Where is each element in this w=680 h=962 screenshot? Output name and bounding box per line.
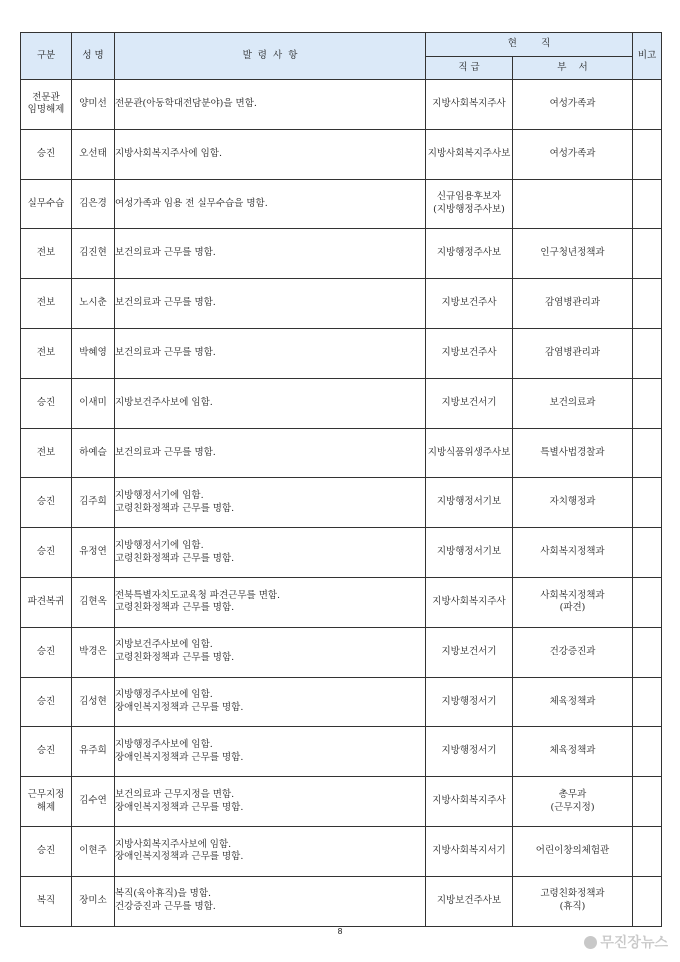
cell-name: 노시춘: [72, 279, 115, 329]
cell-type: 승진: [21, 826, 72, 876]
cell-note: [633, 876, 662, 926]
cell-dept: 건강증진과: [513, 627, 633, 677]
personnel-order-table: [20, 32, 662, 927]
cell-name: 김수연: [72, 777, 115, 827]
cell-order: 지방행정서기에 임함. 고령친화정책과 근무를 명함.: [115, 478, 426, 528]
cell-order: 보건의료과 근무를 명함.: [115, 328, 426, 378]
table-body: [21, 80, 662, 927]
cell-dept: 감염병관리과: [513, 328, 633, 378]
cell-note: [633, 528, 662, 578]
table-header: [21, 33, 662, 80]
cell-name: 박경은: [72, 627, 115, 677]
header-current: 현 직: [426, 33, 633, 57]
cell-rank: 지방행정서기: [426, 727, 513, 777]
cell-rank: 지방식품위생주사보: [426, 428, 513, 478]
cell-type: 전문관 임명해제: [21, 80, 72, 130]
table-row: [21, 577, 662, 627]
cell-rank: 지방사회복지서기: [426, 826, 513, 876]
cell-name: 장미소: [72, 876, 115, 926]
cell-type: 실무수습: [21, 179, 72, 229]
cell-rank: 지방사회복지주사: [426, 777, 513, 827]
header-order: 발 령 사 항: [115, 33, 426, 80]
table-row: [21, 777, 662, 827]
cell-name: 하예슬: [72, 428, 115, 478]
cell-order: 보건의료과 근무를 명함.: [115, 428, 426, 478]
cell-type: 전보: [21, 328, 72, 378]
cell-rank: 지방행정주사보: [426, 229, 513, 279]
cell-order: 보건의료과 근무지정을 면함. 장애인복지정책과 근무를 명함.: [115, 777, 426, 827]
cell-note: [633, 577, 662, 627]
table-row: [21, 428, 662, 478]
cell-name: 유주희: [72, 727, 115, 777]
cell-note: [633, 179, 662, 229]
cell-order: 지방사회복지주사보에 임함. 장애인복지정책과 근무를 명함.: [115, 826, 426, 876]
cell-type: 전보: [21, 428, 72, 478]
cell-dept: 여성가족과: [513, 80, 633, 130]
cell-type: 승진: [21, 677, 72, 727]
cell-note: [633, 826, 662, 876]
cell-rank: 지방보건서기: [426, 378, 513, 428]
cell-type: 파견복귀: [21, 577, 72, 627]
table-row: [21, 727, 662, 777]
watermark-logo-icon: [584, 936, 597, 949]
cell-note: [633, 627, 662, 677]
cell-order: 지방행정서기에 임함. 고령친화정책과 근무를 명함.: [115, 528, 426, 578]
cell-type: 승진: [21, 129, 72, 179]
cell-dept: 사회복지정책과: [513, 528, 633, 578]
cell-note: [633, 129, 662, 179]
table-row: [21, 80, 662, 130]
cell-dept: 여성가족과: [513, 129, 633, 179]
cell-name: 김주희: [72, 478, 115, 528]
cell-order: 보건의료과 근무를 명함.: [115, 229, 426, 279]
cell-dept: 특별사법경찰과: [513, 428, 633, 478]
cell-note: [633, 777, 662, 827]
cell-dept: 고령친화정책과 (휴직): [513, 876, 633, 926]
cell-rank: 지방행정서기: [426, 677, 513, 727]
cell-note: [633, 478, 662, 528]
cell-name: 유정연: [72, 528, 115, 578]
cell-rank: 지방사회복지주사: [426, 80, 513, 130]
cell-name: 오선태: [72, 129, 115, 179]
cell-rank: 지방사회복지주사보: [426, 129, 513, 179]
cell-name: 양미선: [72, 80, 115, 130]
cell-note: [633, 677, 662, 727]
cell-rank: 지방보건서기: [426, 627, 513, 677]
cell-name: 김현옥: [72, 577, 115, 627]
cell-rank: 지방행정서기보: [426, 478, 513, 528]
cell-note: [633, 727, 662, 777]
cell-note: [633, 229, 662, 279]
cell-type: 승진: [21, 528, 72, 578]
table-row: [21, 677, 662, 727]
cell-dept: [513, 179, 633, 229]
table-row: [21, 129, 662, 179]
table-row: [21, 229, 662, 279]
header-dept: 부 서: [513, 57, 633, 80]
cell-dept: 체육정책과: [513, 677, 633, 727]
cell-dept: 체육정책과: [513, 727, 633, 777]
cell-order: 전문관(아동학대전담분야)을 면함.: [115, 80, 426, 130]
page-number: 8: [337, 927, 343, 936]
cell-dept: 자치행정과: [513, 478, 633, 528]
cell-order: 지방보건주사보에 임함.: [115, 378, 426, 428]
cell-type: 승진: [21, 378, 72, 428]
watermark: [584, 932, 668, 952]
cell-name: 김성현: [72, 677, 115, 727]
header-note: 비고: [633, 33, 662, 80]
cell-order: 지방행정주사보에 임함. 장애인복지정책과 근무를 명함.: [115, 727, 426, 777]
cell-dept: 보건의료과: [513, 378, 633, 428]
header-rank: 직 급: [426, 57, 513, 80]
cell-type: 근무지정 해제: [21, 777, 72, 827]
header-name: 성 명: [72, 33, 115, 80]
cell-rank: 지방사회복지주사: [426, 577, 513, 627]
cell-type: 승진: [21, 627, 72, 677]
table-row: [21, 876, 662, 926]
table-row: [21, 528, 662, 578]
cell-type: 전보: [21, 279, 72, 329]
cell-order: 복직(육아휴직)을 명함. 건강증진과 근무를 명함.: [115, 876, 426, 926]
table-row: [21, 478, 662, 528]
cell-name: 박혜영: [72, 328, 115, 378]
table-row: [21, 378, 662, 428]
cell-order: 보건의료과 근무를 명함.: [115, 279, 426, 329]
cell-note: [633, 80, 662, 130]
cell-order: 전북특별자치도교육청 파견근무를 면함. 고령친화정책과 근무를 명함.: [115, 577, 426, 627]
cell-type: 승진: [21, 478, 72, 528]
cell-rank: 지방행정서기보: [426, 528, 513, 578]
cell-name: 김은경: [72, 179, 115, 229]
table-row: [21, 627, 662, 677]
cell-note: [633, 378, 662, 428]
cell-order: 여성가족과 임용 전 실무수습을 명함.: [115, 179, 426, 229]
cell-dept: 어린이창의체험관: [513, 826, 633, 876]
cell-rank: 지방보건주사보: [426, 876, 513, 926]
cell-order: 지방사회복지주사에 임함.: [115, 129, 426, 179]
cell-note: [633, 428, 662, 478]
cell-name: 이새미: [72, 378, 115, 428]
watermark-text: 무진장뉴스: [600, 935, 668, 951]
cell-order: 지방행정주사보에 임함. 장애인복지정책과 근무를 명함.: [115, 677, 426, 727]
cell-note: [633, 328, 662, 378]
header-gubun: 구분: [21, 33, 72, 80]
cell-rank: 지방보건주사: [426, 279, 513, 329]
cell-name: 김진현: [72, 229, 115, 279]
cell-type: 승진: [21, 727, 72, 777]
table-row: [21, 826, 662, 876]
cell-dept: 총무과 (근무지정): [513, 777, 633, 827]
table-row: [21, 179, 662, 229]
cell-dept: 사회복지정책과 (파견): [513, 577, 633, 627]
cell-type: 전보: [21, 229, 72, 279]
cell-dept: 감염병관리과: [513, 279, 633, 329]
cell-order: 지방보건주사보에 임함. 고령친화정책과 근무를 명함.: [115, 627, 426, 677]
cell-note: [633, 279, 662, 329]
cell-rank: 신규임용후보자 (지방행정주사보): [426, 179, 513, 229]
cell-name: 이현주: [72, 826, 115, 876]
cell-rank: 지방보건주사: [426, 328, 513, 378]
cell-type: 복직: [21, 876, 72, 926]
table-row: [21, 279, 662, 329]
cell-dept: 인구청년정책과: [513, 229, 633, 279]
table-row: [21, 328, 662, 378]
